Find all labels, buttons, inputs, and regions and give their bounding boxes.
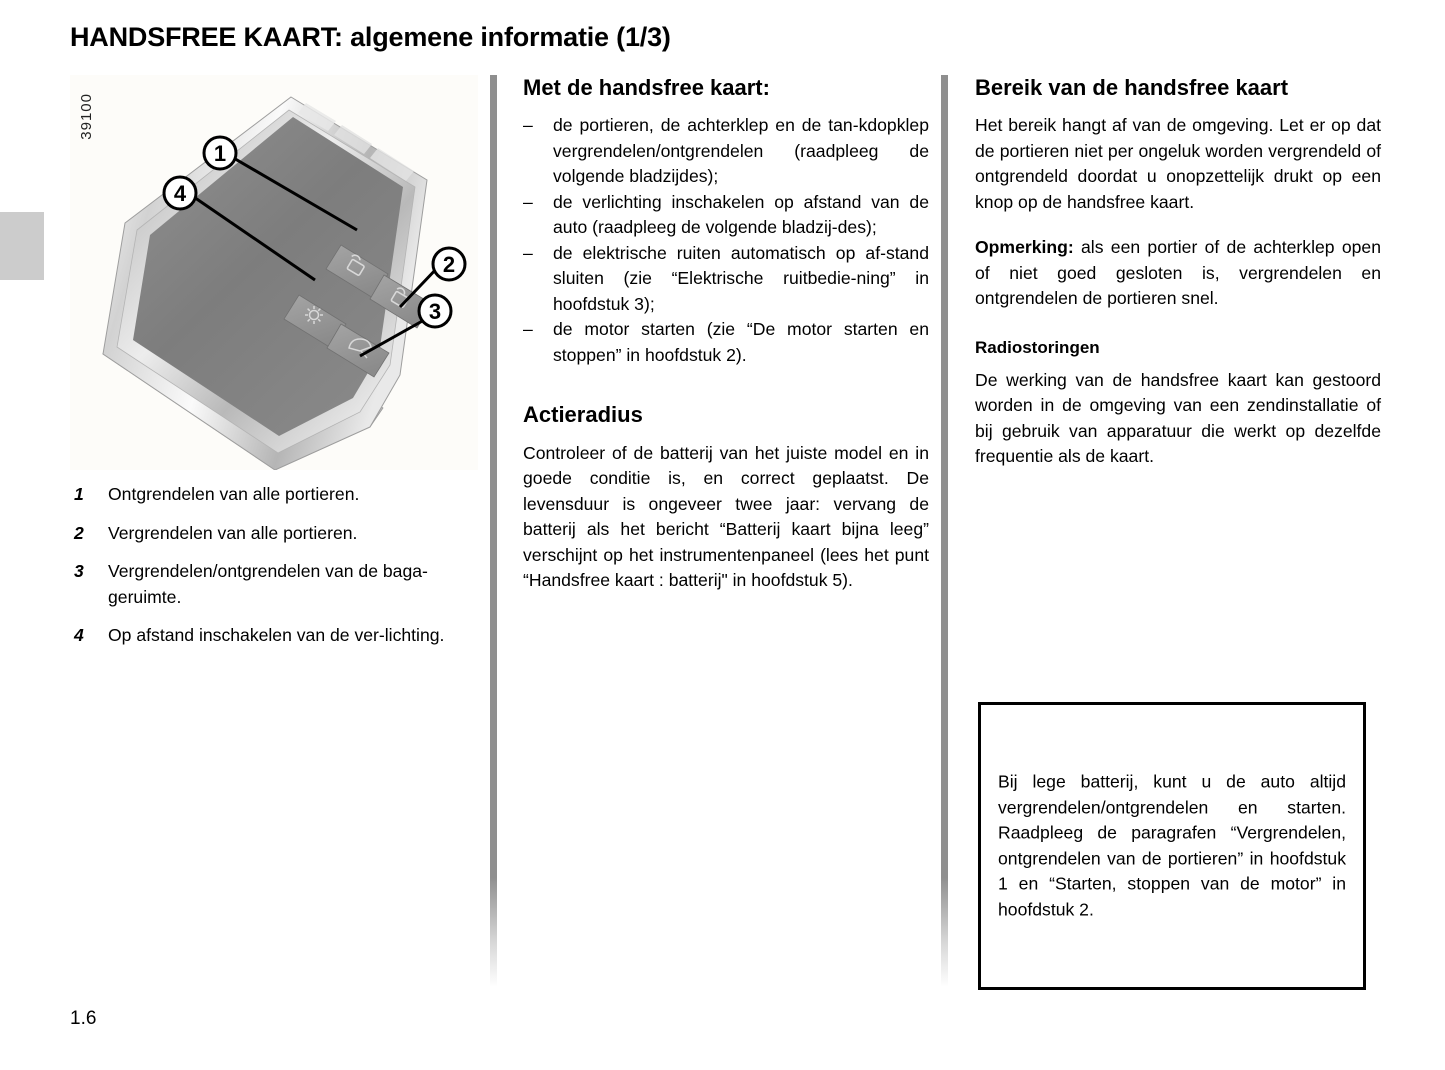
svg-text:4: 4 <box>173 181 187 206</box>
warning-box <box>978 702 1366 990</box>
legend-item-3 <box>70 559 478 610</box>
legend-item-1 <box>70 482 478 508</box>
figure-reference-number: 39100 <box>78 93 95 140</box>
legend-item-4 <box>70 623 478 649</box>
feature-text: de verlichting inschakelen op afstand van de auto (raadpleeg de volgende bladzij-des); <box>553 191 929 238</box>
feature-list-item <box>523 190 929 241</box>
opmerking-paragraph <box>975 235 1381 312</box>
svg-text:3: 3 <box>428 299 442 324</box>
handsfree-feature-list <box>523 113 929 368</box>
handsfree-card-figure <box>70 75 478 470</box>
bereik-heading: Bereik van de handsfree kaart <box>975 75 1289 100</box>
dash-marker: – <box>523 115 533 136</box>
feature-list-item <box>523 317 929 368</box>
actieradius-paragraph: Controleer of de batterij van het juiste model en in goede conditie is, en correct geplaatst. De levensduur is ongeveer twee jaar: vervang de batterij als het bericht “Batterij kaart bijna leeg” verschijnt op het instrumentenpaneel (lees het punt “Handsfree kaart : batterij" in hoofdstuk 5). <box>523 442 929 591</box>
legend-text: Vergrendelen van alle portieren. <box>108 522 358 543</box>
radiostoringen-paragraph: De werking van de handsfree kaart kan gestoord worden in de omgeving van een zendinstallatie of bij gebruik van apparatuur die werkt op dezelfde frequentie als de kaart. <box>975 369 1381 467</box>
svg-text:2: 2 <box>442 252 456 277</box>
legend-text: Ontgrendelen van alle portieren. <box>108 484 360 504</box>
legend-text: Op afstand inschakelen van de ver-lichting. <box>108 625 445 645</box>
column-rule-left <box>490 75 497 987</box>
handsfree-card-illustration <box>70 75 478 470</box>
radiostoringen-heading: Radiostoringen <box>975 337 1100 357</box>
legend-number: 2 <box>74 522 84 543</box>
dash-marker: – <box>523 319 533 340</box>
page-title: HANDSFREE KAART: algemene informatie (1/3) <box>70 22 671 52</box>
callout-2 <box>433 248 465 280</box>
legend-number: 4 <box>74 625 84 645</box>
column-two-heading: Met de handsfree kaart: <box>523 75 770 100</box>
column-three <box>975 75 1381 470</box>
callout-3 <box>419 295 451 327</box>
dash-marker: – <box>523 242 533 263</box>
feature-text: de portieren, de achterklep en de tan-kdopklep vergrendelen/ontgrendelen (raadpleeg de volgende bladzijdes); <box>553 115 929 187</box>
feature-list-item <box>523 241 929 318</box>
feature-list-item <box>523 113 929 190</box>
figure-legend <box>70 482 478 662</box>
legend-text: Vergrendelen/ontgrendelen van de baga-geruimte. <box>108 561 428 607</box>
legend-number: 1 <box>74 484 84 504</box>
legend-item-2 <box>70 521 478 547</box>
dash-marker: – <box>523 191 533 212</box>
actieradius-heading: Actieradius <box>523 402 643 428</box>
feature-text: de motor starten (zie “De motor starten en stoppen” in hoofdstuk 2). <box>553 319 929 365</box>
callout-1 <box>204 137 236 169</box>
legend-number: 3 <box>74 561 84 581</box>
opmerking-label: Opmerking: <box>975 237 1074 258</box>
chapter-tab <box>0 212 44 280</box>
column-rule-right <box>941 75 948 987</box>
feature-text: de elektrische ruiten automatisch op af-stand sluiten (zie “Elektrische ruitbedie-ning” in hoofdstuk 3); <box>553 242 929 314</box>
svg-text:1: 1 <box>213 141 227 166</box>
column-two <box>523 75 929 594</box>
opmerking-text: als een portier of de achterklep open of niet goed gesloten is, vergrendelen en ontgrendelen de portieren snel. <box>975 237 1381 309</box>
bereik-paragraph: Het bereik hangt af van de omgeving. Let er op dat de portieren niet per ongeluk worden vergrendeld of ontgrendeld doordat u onopzettelijk drukt op een knop op de handsfree kaart. <box>975 115 1381 212</box>
callout-4 <box>164 177 196 209</box>
page-number: 1.6 <box>70 1008 97 1029</box>
warning-box-text: Bij lege batterij, kunt u de auto altijd vergrendelen/ontgrendelen en starten. Raadpleeg de paragrafen “Vergrendelen, ontgrendelen van de portieren” in hoofdstuk 1 en “Starten, stoppen van de motor” in hoofdstuk 2. <box>998 771 1346 919</box>
